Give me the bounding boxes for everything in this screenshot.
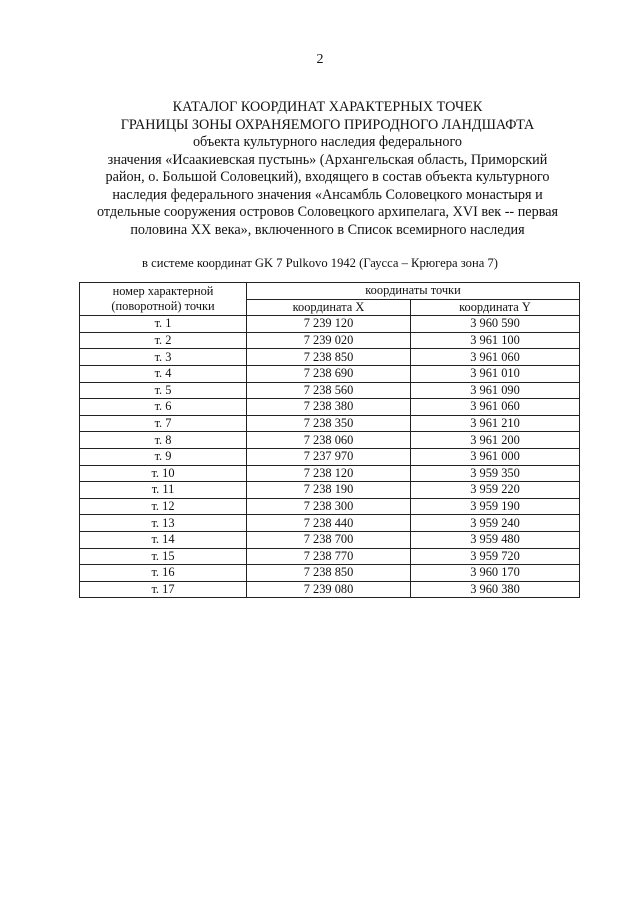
document-title [60, 99, 595, 239]
y-coordinate-cell: 3 959 720 [411, 548, 580, 565]
x-coordinate-cell: 7 238 850 [247, 349, 411, 366]
x-coordinate-cell: 7 238 700 [247, 531, 411, 548]
x-coordinate-cell: 7 239 020 [247, 332, 411, 349]
header-point-number [80, 283, 247, 316]
table-row [80, 465, 580, 482]
x-coordinate-cell: 7 238 770 [247, 548, 411, 565]
table-row [80, 531, 580, 548]
y-coordinate-cell: 3 961 090 [411, 382, 580, 399]
page-number: 2 [316, 52, 324, 67]
table-row [80, 515, 580, 532]
header-coordinates: координаты точки [247, 283, 580, 300]
table-row [80, 498, 580, 515]
title-line: половина XX века», включенного в Список всемирного наследия [130, 221, 525, 238]
table-row [80, 432, 580, 449]
x-coordinate-cell: 7 238 560 [247, 382, 411, 399]
point-cell: т. 8 [80, 432, 247, 449]
point-cell: т. 3 [80, 349, 247, 366]
title-line: отдельные сооружения островов Соловецкого архипелага, XVI век -- первая [96, 204, 559, 220]
x-coordinate-cell: 7 238 190 [247, 482, 411, 499]
point-cell: т. 16 [80, 565, 247, 582]
table-row [80, 448, 580, 465]
point-cell: т. 17 [80, 581, 247, 598]
table-row [80, 565, 580, 582]
x-coordinate-cell: 7 238 060 [247, 432, 411, 449]
point-cell: т. 13 [80, 515, 247, 532]
y-coordinate-cell: 3 959 240 [411, 515, 580, 532]
table-row [80, 415, 580, 432]
table-row [80, 316, 580, 333]
y-coordinate-cell: 3 961 210 [411, 415, 580, 432]
y-coordinate-cell: 3 959 220 [411, 482, 580, 499]
x-coordinate-cell: 7 238 120 [247, 465, 411, 482]
y-coordinate-cell: 3 959 350 [411, 465, 580, 482]
title-line: ГРАНИЦЫ ЗОНЫ ОХРАНЯЕМОГО ПРИРОДНОГО ЛАНДШАФТА [120, 116, 535, 133]
y-coordinate-cell: 3 959 480 [411, 531, 580, 548]
y-coordinate-cell: 3 961 060 [411, 399, 580, 416]
point-cell: т. 2 [80, 332, 247, 349]
point-cell: т. 5 [80, 382, 247, 399]
table-row [80, 482, 580, 499]
y-coordinate-cell: 3 960 590 [411, 316, 580, 333]
x-coordinate-cell: 7 238 350 [247, 415, 411, 432]
title-line: объекта культурного наследия федерального [192, 134, 463, 150]
x-coordinate-cell: 7 239 120 [247, 316, 411, 333]
coordinates-table [79, 282, 580, 598]
point-cell: т. 11 [80, 482, 247, 499]
point-cell: т. 12 [80, 498, 247, 515]
y-coordinate-cell: 3 960 380 [411, 581, 580, 598]
y-coordinate-cell: 3 961 000 [411, 448, 580, 465]
table-row [80, 399, 580, 416]
coordinate-system-note: в системе координат GK 7 Pulkovo 1942 (Гаусса – Крюгера зона 7) [142, 256, 498, 270]
y-coordinate-cell: 3 961 200 [411, 432, 580, 449]
x-coordinate-cell: 7 237 970 [247, 448, 411, 465]
header-y: координата Y [411, 299, 580, 316]
title-line: КАТАЛОГ КООРДИНАТ ХАРАКТЕРНЫХ ТОЧЕК [172, 99, 483, 115]
table-body [80, 316, 580, 598]
point-cell: т. 7 [80, 415, 247, 432]
header-x: координата X [247, 299, 411, 316]
title-line: район, о. Большой Соловецкий), входящего в состав объекта культурного [105, 169, 550, 185]
point-cell: т. 9 [80, 448, 247, 465]
point-cell: т. 15 [80, 548, 247, 565]
y-coordinate-cell: 3 961 060 [411, 349, 580, 366]
point-cell: т. 1 [80, 316, 247, 333]
title-line: наследия федерального значения «Ансамбль Соловецкого монастыря и [112, 186, 543, 203]
y-coordinate-cell: 3 961 100 [411, 332, 580, 349]
x-coordinate-cell: 7 238 300 [247, 498, 411, 515]
table-row [80, 365, 580, 382]
point-cell: т. 6 [80, 399, 247, 416]
table-row [80, 548, 580, 565]
x-coordinate-cell: 7 238 440 [247, 515, 411, 532]
y-coordinate-cell: 3 960 170 [411, 565, 580, 582]
y-coordinate-cell: 3 961 010 [411, 365, 580, 382]
table-row [80, 382, 580, 399]
x-coordinate-cell: 7 238 380 [247, 399, 411, 416]
title-line: значения «Исаакиевская пустынь» (Архангельская область, Приморский [107, 151, 548, 168]
header-point-line1: номер характерной [112, 284, 214, 299]
table-row [80, 581, 580, 598]
x-coordinate-cell: 7 239 080 [247, 581, 411, 598]
table-row [80, 349, 580, 366]
table-row [80, 332, 580, 349]
point-cell: т. 10 [80, 465, 247, 482]
x-coordinate-cell: 7 238 690 [247, 365, 411, 382]
point-cell: т. 14 [80, 531, 247, 548]
header-point-line2: (поворотной) точки [111, 299, 215, 314]
x-coordinate-cell: 7 238 850 [247, 565, 411, 582]
y-coordinate-cell: 3 959 190 [411, 498, 580, 515]
point-cell: т. 4 [80, 365, 247, 382]
